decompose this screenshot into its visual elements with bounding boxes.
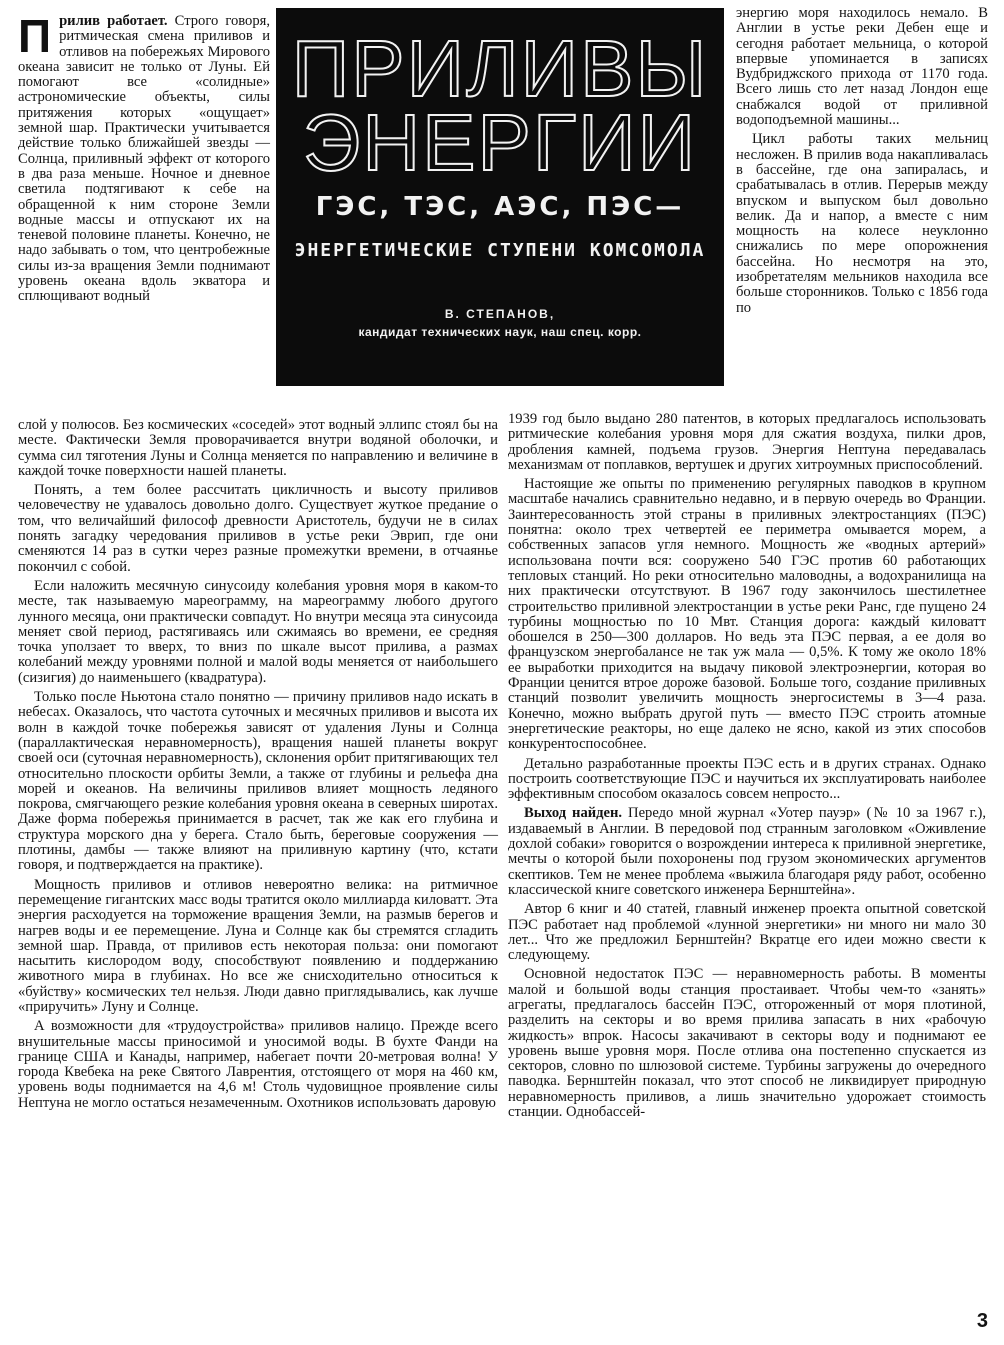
paragraph: Понять, а тем более рассчитать цикличность и высоту приливов человечеству не удавалось довольно долго. Существует жуткое предание о том, что величайший философ древности Аристотель, будучи не в силах понять загадку чередования приливов в устье реки Эврип, где они сменяются 14 раз в сутки через разные промежутки времени, в отчаянье покончил с собой. (18, 482, 498, 575)
author-role: кандидат технических наук, наш спец. корр. (358, 325, 642, 339)
section-text: Передо мной журнал «Уотер пауэр» (№ 10 за 1967 г.), издаваемый в Англии. В передовой под странным заголовком «Оживление дохлой собаки» говорится о возрождении интереса к приливной энергетике, мечты о которой были похоронены под грузом экономических аргументов скептиков. Тем не менее проблема «выжила благодаря ряду работ, особенно классической книге советского инженера Бернштейна». (508, 805, 986, 898)
paragraph: 1939 год было выдано 280 патентов, в которых предлагалось использовать ритмические колебания уровня моря для сжатия воздуха, пилки дров, дробления камней, подъема грузов. Энергия Нептуна передавалась механизмам от поплавков, вертушек и других хитроумных приспособлений. (508, 411, 986, 473)
author-name: В. СТЕПАНОВ, (444, 307, 556, 321)
paragraph: Мощность приливов и отливов невероятно велика: на ритмичное перемещение гигантских масс воды тратится около миллиарда киловатт. Эта энергия расходуется на торможение вращения Земли, на размыв берегов и нагрев воды и ее перемещение. Луна и Солнце как бы стремятся сгладить земной шар. Правда, от приливов есть некоторая польза: они помогают насытить кислородом воду, способствуют появлению и поддержанию животного мира в глубинах. Но все же снисходительно относиться к «буйству» космических тел нельзя. Люди давно приглядывались, как лучше «приручить» Луну и Солнце. (18, 876, 498, 1015)
page-number: 3 (976, 1310, 988, 1332)
paragraph: слой у полюсов. Без космических «соседей» этот водный эллипс стоял бы на месте. Фактически Земля проворачивается внутри водяной оболочки, и сумма сил тяготения Луны и Солнца меняется по направлению и величине в каждой точке поверхности нашей планеты. (18, 417, 498, 479)
paragraph: Автор 6 книг и 40 статей, главный инженер проекта опытной советской ПЭС работает над проблемой «лунной энергетики» ни много ни мало 30 лет... Что же предложил Бернштейн? Вкратце его идеи можно свести к следующему. (508, 901, 986, 964)
right-top-column (736, 6, 988, 320)
paragraph: А возможности для «трудоустройства» приливов налицо. Прежде всего внушительные массы приносимой и уносимой воды. В бухте Фанди на границе США и Канады, например, набегает почти 20-метровая волна! У города Квебека на реке Святого Лаврентия, отстоящего от моря на 460 км, уровень воды поднимается на 4,6 м! Столь чудовищное проявление силы Нептуна не могло остаться незамеченным. Охотников использовать даровую (18, 1018, 498, 1111)
right-column (508, 412, 986, 1124)
title-block (276, 8, 724, 386)
intro-lead: рилив работает. (59, 13, 168, 29)
intro-column (18, 10, 270, 309)
title-line-1: ПРИЛИВЫ (291, 24, 709, 113)
paragraph: Детально разработанные проекты ПЭС есть и в других странах. Однако построить соответствующие ПЭС и научиться их эксплуатировать наиболее эффективным способом оказалось совсем непросто... (508, 755, 986, 803)
paragraph: Основной недостаток ПЭС — неравномерность работы. В моменты малой и большой воды станция простаивает. Чтобы чем-то «занять» агрегаты, предлагалось бассейн ПЭС, отгороженный от моря плотиной, разделить на секторы и во время прилива запасать в них «рабочую жидкость» впрок. Насосы закачивают в секторы воду и поднимают ее уровень выше уровня моря. После отлива она постепенно спускается из секторов, словно по шлюзовой системе. Турбины загружены до очередного паводка. Бернштейн показал, что этот способ не ликвидирует природную неравномерность приливов, а лишь значительно удорожает стоимость станции. Однобассей- (508, 966, 986, 1121)
paragraph: Только после Ньютона стало понятно — причину приливов надо искать в небесах. Оказалось, что частота суточных и месячных приливов и высота их волн в каждой точке побережья зависят от удаления Луны и Солнца (параллактическая неравномерность), вращения нашей планеты вокруг своей оси (суточная неравномерность), склонения орбит притягивающих тел относительно плоскости орбиты Земли, а также от глубины и рельефа дна морей и океанов. На величины приливов влияет мощность ледяного покрова, смягчающего резкие колебания уровня океана в северных широтах. Даже форма побережья принимается в расчет, так же как его глубина и структура морского дна у берега. Стало быть, береговые сооружения — плотины, дамбы — также влияют на приливную картину (что, кстати говоря, и подтверждается на практике). (18, 689, 498, 874)
left-column (18, 418, 498, 1115)
title-subtitle-2: ЭНЕРГЕТИЧЕСКИЕ СТУПЕНИ КОМСОМОЛА (294, 240, 706, 261)
paragraph: Цикл работы таких мельниц несложен. В прилив вода накапливалась в бассейне, где она запиралась, и срабатывалась в отлив. Перерыв между впуском и выпуском был довольно велик. Да и напор, а вместе с ним мощность на колесе неуклонно снижались по мере опорожнения бассейна. Но несмотря на это, изобретателям мельников находила все больше сторонников. Только с 1856 года по (736, 131, 988, 316)
title-subtitle: ГЭС, ТЭС, АЭС, ПЭС— (315, 192, 685, 222)
paragraph: Настоящие же опыты по применению регулярных паводков в крупном масштабе начались сравнительно недавно, и в первую очередь во Франции. Заинтересованность этой страны в приливных электростанциях (ПЭС) понятна: около трех четвертей ее периметра омывается морем, а собственных запасов угля немного. Мощность же «водных артерий» использована почти вся: сооружено 540 ГЭС против 60 работающих тепловых станций. Но реки относительно маловодны, а водохранилища на них практически отсутствуют. В 1967 году закончилось шестилетнее строительство приливной электростанции в устье реки Ранс, где пущено 24 турбины мощностью по 10 Мвт. Станция дорога: каждый киловатт обошелся в 250—300 долларов. Но ведь эта ПЭС первая, а ее доля во французском энергобалансе не так уж мала — 0,5%. К тому же около 18% ее выработки приходится на выдачу пиковой электроэнергии, которая во Франции ценится втрое дороже базовой. Больше того, создание приливных станций позволит увеличить мощность энергосистемы в 3—4 раза. Конечно, можно выбрать другой путь — вместо ПЭС строить атомные энергетические реакторы, но еще далеко не ясно, какой из этих способов конкурентоспособнее. (508, 476, 986, 753)
intro-text: Строго говоря, ритмическая смена приливов и отливов на побережьях Мирового океана зависит не только от Луны. Ей помогают все «солидные» астрономические объекты, силы притяжения которых «ощущает» земной шар. Практически учитывается действие только ближайшей звезды — Солнца, приливный эффект от которого в два раза меньше. Ночное и дневное светила подтягивают к себе на обращенной к ним стороне Земли водные массы и отпускают их на теневой половине планеты. Конечно, не надо забывать о том, что центробежные силы из-за вращения Земли поднимают уровень океана вдоль экватора и сплющивают водный (18, 13, 270, 305)
section-paragraph (508, 806, 986, 898)
intro-paragraph (18, 10, 270, 305)
drop-cap: П (18, 10, 52, 62)
title-line-2: ЭНЕРГИИ (302, 98, 698, 187)
section-lead: Выход найден. (524, 805, 623, 822)
paragraph: энергию моря находилось немало. В Англии в устье реки Дебен еще и сегодня работает мельница, о которой впервые упоминается в записях Вудбриджского прихода от 1170 года. Всего лишь сто лет назад Лондон еще снабжался водой от приливной водоподъемной машины... (736, 5, 988, 129)
paragraph: Если наложить месячную синусоиду колебания уровня моря в каком-то месте, так называемую мареограмму, на мареограмму любого другого лунного месяца, они практически совпадут. Но внутри месяца эта синусоида меняет свой период, растягиваясь или сжимаясь во времени, ее средняя точка уползает то вверх, то вниз по шкале высот прилива, а размах колебаний между уровнями полной и малой воды меняется от наибольшего (сизигия) до наименьшего (квадратура). (18, 577, 498, 686)
